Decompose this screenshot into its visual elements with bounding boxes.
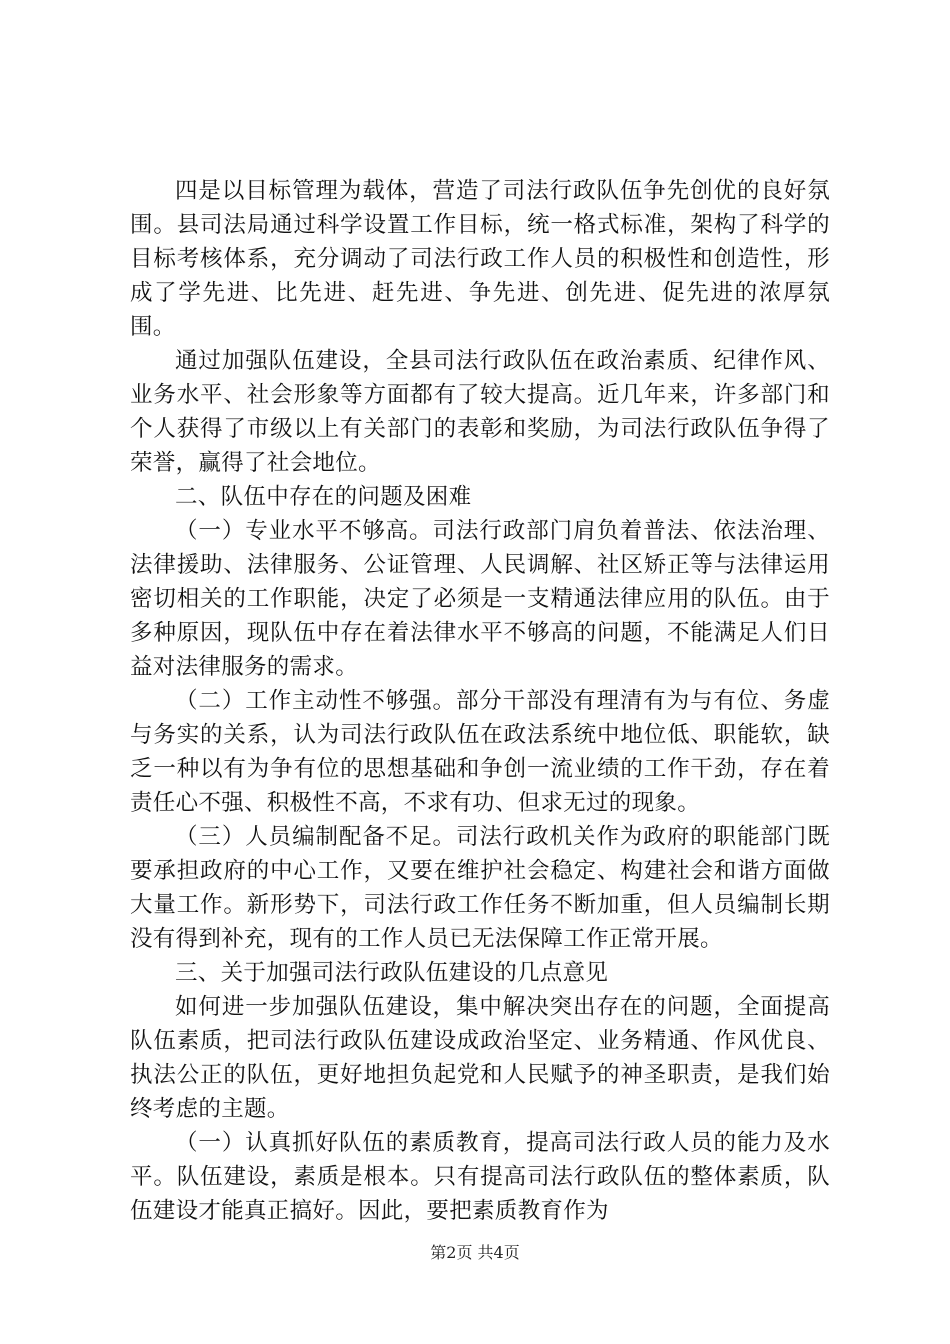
section-heading-problems: 二、队伍中存在的问题及困难 (175, 484, 472, 510)
section-heading-suggestions: 三、关于加强司法行政队伍建设的几点意见 (175, 960, 609, 986)
document-body (130, 174, 830, 1228)
paragraph-team-building-results: 通过加强队伍建设，全县司法行政队伍在政治素质、纪律作风、业务水平、社会形象等方面都有了较大提高。近几年来，许多部门和个人获得了市级以上有关部门的表彰和奖励，为司法行政队伍争得了荣誉，赢得了社会地位。 (130, 348, 830, 476)
page-number-footer: 第2页 共4页 (430, 1243, 520, 1262)
paragraph-suggestions-intro: 如何进一步加强队伍建设，集中解决突出存在的问题，全面提高队伍素质，把司法行政队伍建设成政治坚定、业务精通、作风优良、执法公正的队伍，更好地担负起党和人民赋予的神圣职责，是我们始终考虑的主题。 (130, 994, 830, 1122)
paragraph-problem-3: （三）人员编制配备不足。司法行政机关作为政府的职能部门既要承担政府的中心工作，又要在维护社会稳定、构建社会和谐方面做大量工作。新形势下，司法行政工作任务不断加重，但人员编制长期没有得到补充，现有的工作人员已无法保障工作正常开展。 (130, 824, 830, 952)
paragraph-problem-2: （二）工作主动性不够强。部分干部没有理清有为与有位、务虚与务实的关系，认为司法行政队伍在政法系统中地位低、职能软，缺乏一种以有为争有位的思想基础和争创一流业绩的工作干劲，存在着责任心不强、积极性不高，不求有功、但求无过的现象。 (130, 688, 830, 816)
paragraph-target-management: 四是以目标管理为载体，营造了司法行政队伍争先创优的良好氛围。县司法局通过科学设置工作目标，统一格式标准，架构了科学的目标考核体系，充分调动了司法行政工作人员的积极性和创造性，形成了学先进、比先进、赶先进、争先进、创先进、促先进的浓厚氛围。 (130, 178, 830, 340)
paragraph-suggestion-1: （一）认真抓好队伍的素质教育，提高司法行政人员的能力及水平。队伍建设，素质是根本。只有提高司法行政队伍的整体素质，队伍建设才能真正搞好。因此，要把素质教育作为 (130, 1130, 830, 1224)
paragraph-problem-1: （一）专业水平不够高。司法行政部门肩负着普法、依法治理、法律援助、法律服务、公证管理、人民调解、社区矫正等与法律运用密切相关的工作职能，决定了必须是一支精通法律应用的队伍。由于多种原因，现队伍中存在着法律水平不够高的问题，不能满足人们日益对法律服务的需求。 (130, 518, 830, 680)
